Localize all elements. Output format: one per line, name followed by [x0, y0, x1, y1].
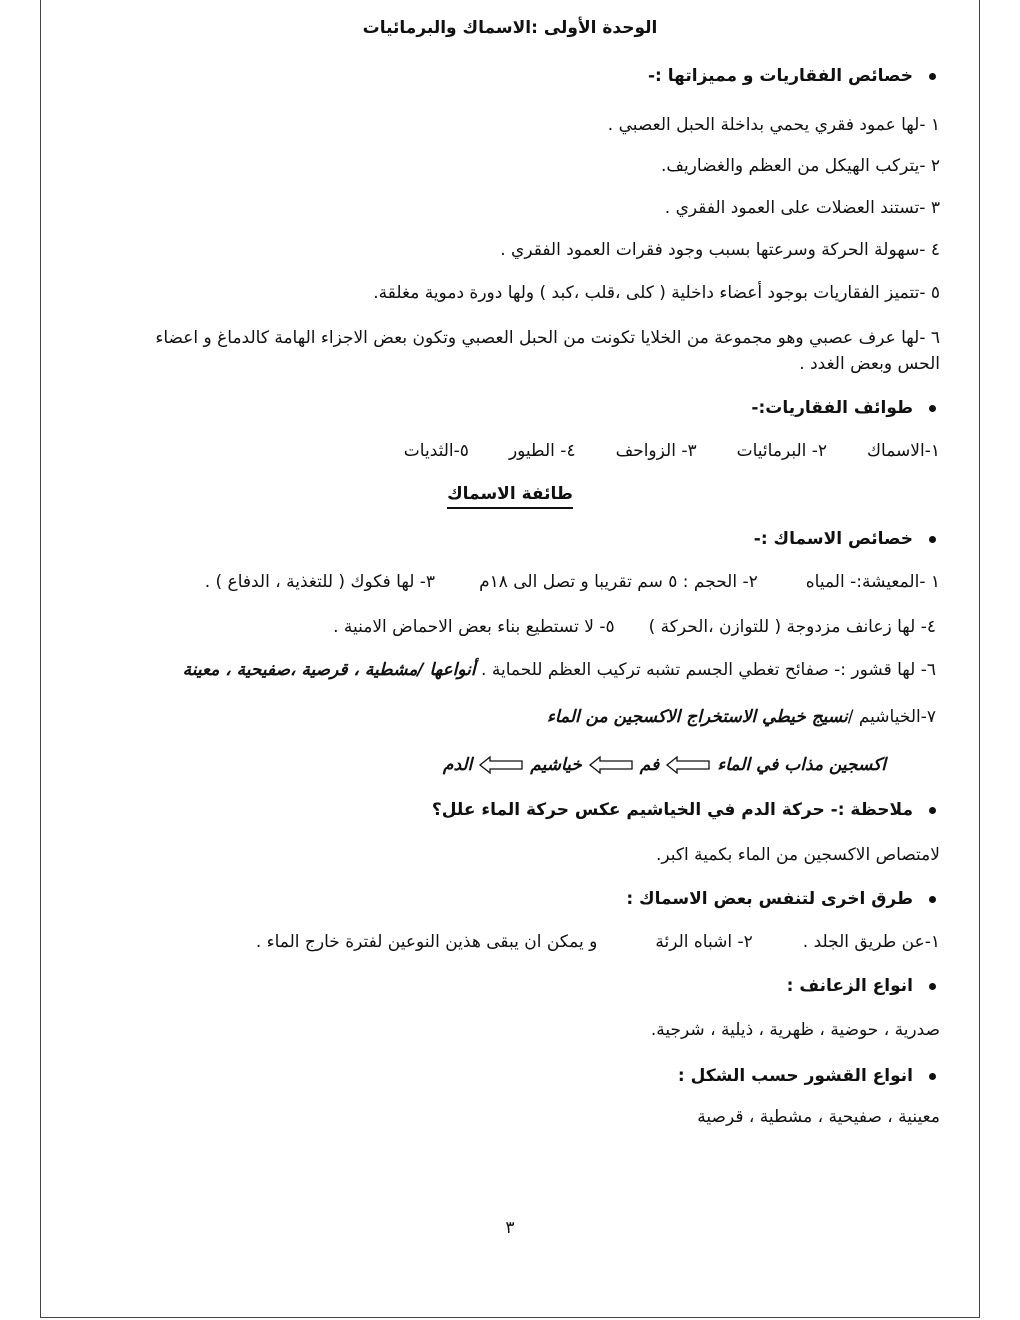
- fish-features-row-2: [333, 617, 936, 637]
- gills-label: ٧-الخياشيم /: [847, 707, 936, 727]
- breathing-methods-list: [256, 932, 940, 952]
- fish-features-row-1: [205, 572, 940, 592]
- flow-step: فم: [639, 755, 660, 775]
- list-item: ٤ -سهولة الحركة وسرعتها بسبب وجود فقرات العمود الفقري .: [500, 240, 940, 260]
- class-item: ١-الاسماك: [867, 441, 940, 461]
- heading-text: انواع الزعانف :: [786, 976, 913, 996]
- flow-step: خياشيم: [530, 755, 582, 775]
- heading-text: طوائف الفقاريات:-: [751, 398, 913, 418]
- flow-step: الدم: [442, 755, 473, 775]
- bullet-icon: [929, 1073, 936, 1080]
- class-item: ٢- البرمائيات: [736, 441, 828, 461]
- heading-text: خصائص الاسماك :-: [753, 529, 913, 549]
- fin-types-text: صدرية ، حوضية ، ظهرية ، ذيلية ، شرجية.: [650, 1020, 940, 1040]
- note-heading: [432, 800, 936, 820]
- heading-text: طرق اخرى لتنفس بعض الاسماك :: [626, 889, 913, 909]
- bullet-icon: [929, 807, 936, 814]
- bullet-icon: [929, 536, 936, 543]
- page-number: ٣: [505, 1218, 515, 1238]
- gills-definition: نسيج خيطي الاستخراج الاكسجين من الماء: [546, 707, 848, 727]
- class-item: ٣- الزواحف: [615, 441, 697, 461]
- fish-features-heading: [754, 529, 936, 549]
- fin-types-heading: [787, 976, 936, 996]
- feature-item: ٥- لا تستطيع بناء بعض الاحماض الامنية .: [333, 617, 615, 637]
- heading-text: ملاحظة :- حركة الدم في الخياشيم عكس حركة الماء علل؟: [431, 800, 913, 820]
- heading-text: خصائص الفقاريات و مميزاتها :-: [647, 66, 913, 86]
- list-item: ٥ -تتميز الفقاريات بوجود أعضاء داخلية ( كلى ،قلب ،كبد ) ولها دورة دموية مغلقة.: [373, 283, 940, 303]
- scales-text: ٦- لها قشور :- صفائح تغطي الجسم تشبه تركيب العظم للحماية .: [481, 660, 936, 680]
- scales-types: أنواعها /مشطية ، قرصية ،صفيحية ، معينة: [182, 660, 476, 680]
- gills-line: [547, 707, 936, 727]
- list-item: ١ -لها عمود فقري يحمي بداخلة الحبل العصبي .: [607, 115, 940, 135]
- left-arrow-icon: [588, 756, 634, 774]
- list-item: ٢ -يتركب الهيكل من العظم والغضاريف.: [660, 156, 940, 176]
- bullet-icon: [929, 405, 936, 412]
- bullet-icon: [929, 983, 936, 990]
- class-item: ٤- الطيور: [508, 441, 576, 461]
- fish-class-title: [0, 484, 1020, 504]
- left-arrow-icon: [478, 756, 524, 774]
- heading-text: انواع القشور حسب الشكل :: [677, 1066, 913, 1086]
- feature-item: ١ -المعيشة:- المياه: [805, 572, 940, 592]
- scale-types-text: معينية ، صفيحية ، مشطية ، قرصية: [697, 1107, 940, 1127]
- class-item: ٥-الثديات: [403, 441, 469, 461]
- feature-item: ٣- لها فكوك ( للتغذية ، الدفاع ) .: [204, 572, 436, 592]
- classes-list: [404, 441, 940, 461]
- method-note: و يمكن ان يبقى هذين النوعين لفترة خارج الماء .: [255, 932, 598, 952]
- oxygen-flow: [443, 755, 886, 775]
- vertebrate-classes-heading: [751, 398, 936, 418]
- flow-step: اكسجين مذاب في الماء: [717, 755, 886, 775]
- fish-title-text: طائفة الاسماك: [447, 484, 573, 509]
- method-item: ٢- اشباه الرئة: [655, 932, 753, 952]
- list-item: ٣ -تستند العضلات على العمود الفقري .: [664, 198, 940, 218]
- vertebrates-features-heading: [648, 66, 936, 86]
- feature-item: ٤- لها زعانف مزدوجة ( للتوازن ،الحركة ): [648, 617, 936, 637]
- feature-item: ٢- الحجم : ٥ سم تقريبا و تصل الى ١٨م: [479, 572, 758, 592]
- scales-line: [183, 660, 936, 680]
- method-item: ١-عن طريق الجلد .: [802, 932, 940, 952]
- unit-title: الوحدة الأولى :الاسماك والبرمائيات: [362, 18, 658, 38]
- list-item: ٦ -لها عرف عصبي وهو مجموعة من الخلايا تكونت من الحبل العصبي وتكون بعض الاجزاء الهامة كالدماغ و اعضاء الحس وبعض الغدد .: [155, 328, 940, 374]
- left-arrow-icon: [665, 756, 711, 774]
- bullet-icon: [929, 896, 936, 903]
- scale-types-heading: [678, 1066, 936, 1086]
- bullet-icon: [929, 73, 936, 80]
- note-answer: لامتصاص الاكسجين من الماء بكمية اكبر.: [655, 845, 940, 865]
- breathing-methods-heading: [626, 889, 936, 909]
